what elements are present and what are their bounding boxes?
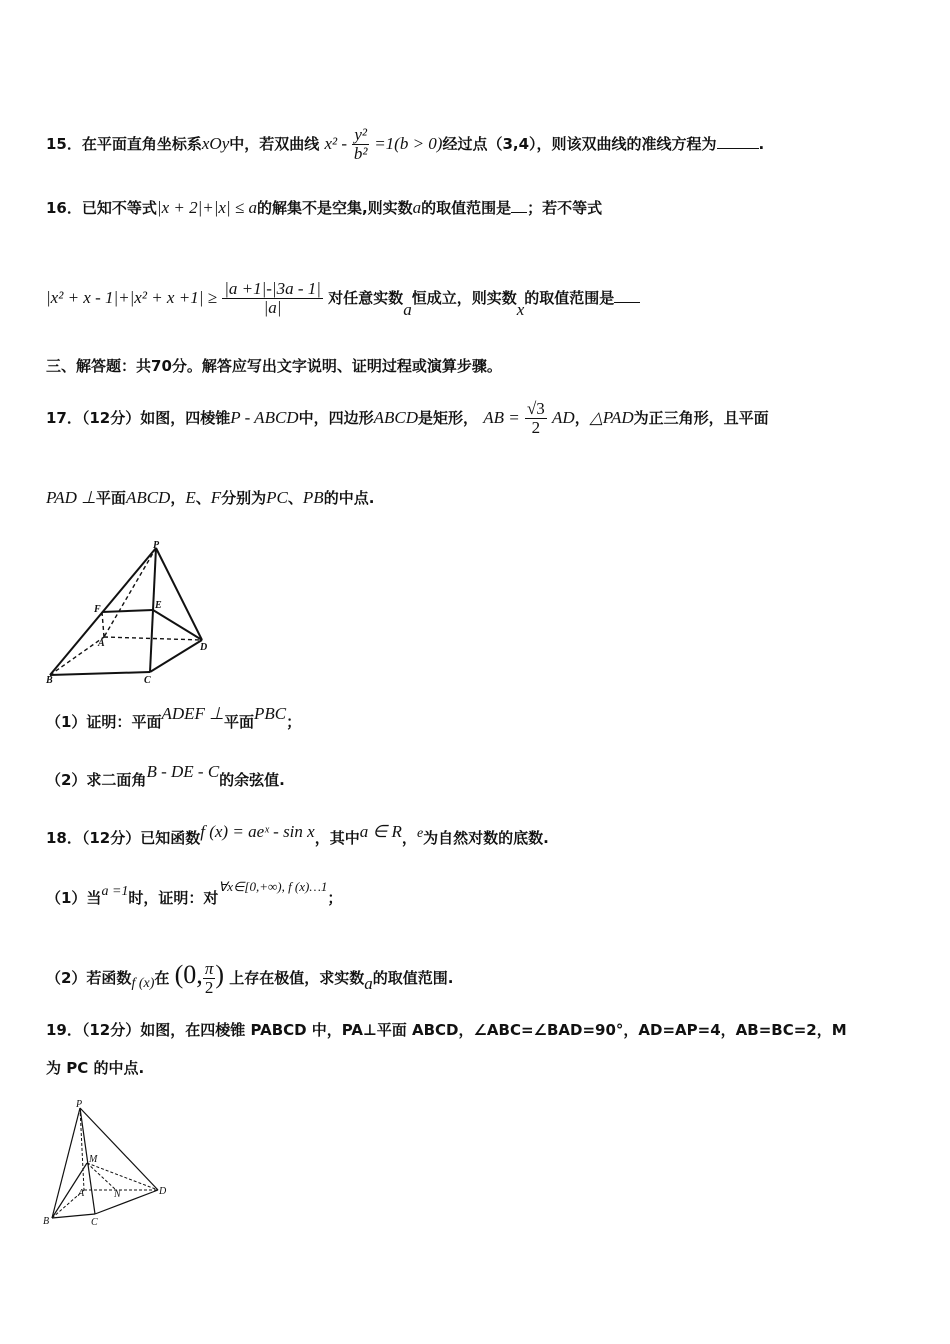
label-A: A bbox=[98, 638, 105, 649]
edge-FE bbox=[102, 610, 153, 612]
q18-part1: （1）当a =1时，证明：对∀x∈[0,+∞), f (x)…1； bbox=[46, 879, 343, 907]
q19-line1: 19．（12分）如图，在四棱锥 PABCD 中，PA⊥平面 ABCD，∠ABC=∠BAD=90°，AD=AP=4，AB=BC=2，M bbox=[46, 1021, 847, 1039]
label-F: F bbox=[94, 604, 101, 615]
edge-PD bbox=[80, 1108, 158, 1190]
label-C: C bbox=[91, 1217, 98, 1228]
edge-AD bbox=[104, 637, 202, 640]
label-N: N bbox=[114, 1189, 121, 1200]
label-D: D bbox=[200, 642, 208, 653]
edge-BC bbox=[50, 672, 150, 675]
edge-PB bbox=[52, 1108, 80, 1218]
label-P: P bbox=[153, 540, 160, 551]
q17-fraction: $\frac{√3}{2}$ bbox=[526, 399, 545, 437]
q18-fraction: $\frac{\pi}{2}$ bbox=[204, 959, 214, 997]
q17-part2: （2）求二面角B - DE - C的余弦值. bbox=[46, 762, 285, 789]
answer-blank bbox=[717, 134, 759, 149]
q17-part1: （1）证明：平面ADEF ⊥平面PBC； bbox=[46, 704, 302, 731]
edge-BC bbox=[52, 1214, 95, 1218]
q18-line1: 18．（12分）已知函数f (x) = aeˣ - sin x，其中a ∈ R，e为自然对数的底数. bbox=[46, 822, 549, 847]
section-heading: 三、解答题：共70分。解答应写出文字说明、证明过程或演算步骤。 bbox=[46, 357, 502, 375]
edge-CD bbox=[95, 1190, 158, 1214]
answer-blank bbox=[511, 198, 527, 213]
hyperbola-fraction: $\frac{\text{y²}}{\text{b²}}$ bbox=[353, 125, 368, 163]
hyperbola-lhs: x² - bbox=[324, 134, 348, 153]
edge-FA bbox=[102, 612, 104, 637]
label-B: B bbox=[43, 1216, 50, 1227]
label-P: P bbox=[76, 1099, 83, 1110]
label-M: M bbox=[89, 1154, 98, 1165]
label-C: C bbox=[144, 675, 151, 685]
q16-fraction: $\frac{|a +1|-|3a - 1|}{|a|}$ bbox=[224, 279, 321, 317]
q15-line: 15．在平面直角坐标系xOy中，若双曲线 x² - $\frac{\text{y²}}{\text{b²}}$ =1(b > 0)经过点（3,4），则该双曲线的准线方程为 . bbox=[46, 125, 765, 163]
q17-line1: 17．（12分）如图，四棱锥P - ABCD中，四边形ABCD是矩形， AB = $\frac{√3}{2}$ AD，△PAD为正三角形，且平面 bbox=[46, 399, 769, 437]
q17-line2: PAD ⊥平面ABCD，E、F分别为PC、PB的中点. bbox=[46, 488, 375, 507]
label-D: D bbox=[159, 1186, 167, 1197]
label-A: A bbox=[78, 1188, 85, 1199]
q16-line2: |x² + x - 1|+|x² + x +1| ≥ $\frac{|a +1|-|3a - 1|}{|a|}$ 对任意实数a恒成立，则实数x的取值范围是 bbox=[46, 280, 640, 317]
edge-CD bbox=[150, 640, 202, 672]
label-B: B bbox=[46, 675, 53, 685]
q17-pyramid-figure bbox=[44, 540, 219, 685]
edge-MD bbox=[87, 1163, 158, 1190]
edge-PA bbox=[104, 548, 156, 637]
q16-line1: 16．已知不等式|x + 2|+|x| ≤ a的解集不是空集,则实数a的取值范围是 ；若不等式 bbox=[46, 198, 603, 217]
q19-line2: 为 PC 的中点. bbox=[46, 1059, 145, 1077]
answer-blank bbox=[614, 288, 640, 303]
q18-part2: （2）若函数f (x)在 (0, $\frac{\pi}{2}$ ) 上存在极值，求实数a的取值范围. bbox=[46, 959, 454, 997]
q19-pyramid-figure bbox=[40, 1098, 175, 1230]
label-E: E bbox=[155, 600, 162, 611]
